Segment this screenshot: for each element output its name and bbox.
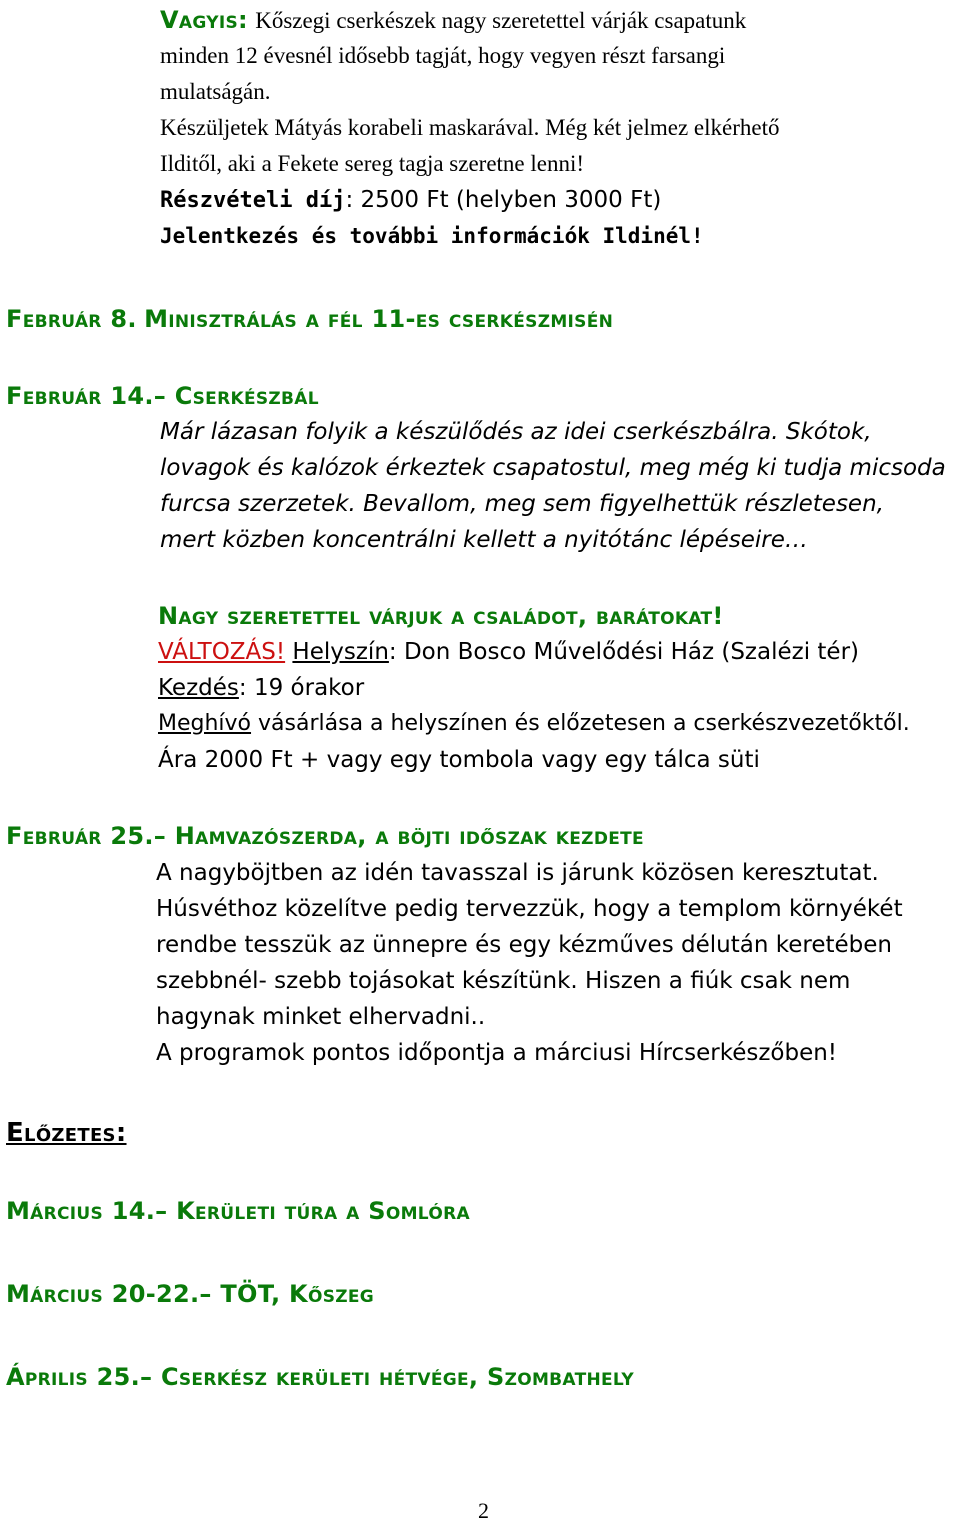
feb8-title: Minisztrálás a fél 11-es cserkészmisén: [144, 305, 614, 333]
feb8-heading: [6, 304, 613, 335]
feb25-heading: [6, 821, 644, 852]
feb25-date: Február 25.: [6, 822, 154, 850]
feb25-text-1: A nagyböjtben az idén tavasszal is járunk közösen keresztutat.: [156, 860, 879, 886]
vagyis-text-4: Készüljetek Mátyás korabeli maskarával. Még két jelmez elkérhető: [160, 115, 780, 140]
feb14-invite: [158, 601, 724, 632]
feb14-text-4: mert közben koncentrálni kellett a nyitótánc lépéseire…: [160, 527, 808, 553]
invite-text: Nagy szeretettel várjuk a családot, barátokat: [158, 602, 713, 630]
vagyis-text-3: mulatságán.: [160, 79, 271, 104]
change-notice: VÁLTOZÁS!: [158, 639, 286, 665]
feb14-p1: Már lázasan folyik a készülődés az idei cserkészbálra.: [160, 419, 779, 445]
feb14-price: Ára 2000 Ft + vagy egy tombola vagy egy tálca süti: [158, 747, 760, 773]
feb25-text-2: Húsvéthoz közelítve pedig tervezzük, hogy a templom környékét: [156, 896, 903, 922]
ticket-value: vásárlása a helyszínen és előzetesen a cserkészvezetőktől.: [251, 711, 910, 736]
feb14-p5: Bevallom, meg sem figyelhettük részletesen,: [363, 491, 884, 517]
feb8-date: Február 8.: [6, 305, 137, 333]
feb25-text-4: szebbnél- szebb tojásokat készítünk. Hiszen a fiúk csak nem: [156, 968, 851, 994]
fee-label: Részvételi díj: [160, 188, 346, 213]
vagyis-text-5: Ilditől, aki a Fekete sereg tagja szeretne lenni!: [160, 151, 585, 176]
feb25-text-6: A programok pontos időpontja a márciusi Hírcserkészőben!: [156, 1040, 838, 1066]
vagyis-text-1: Kőszegi cserkészek nagy szeretettel várják csapatunk: [255, 8, 747, 33]
place-label: Helyszín: [292, 639, 389, 665]
place-value: : Don Bosco Művelődési Ház (Szalézi tér): [388, 639, 860, 665]
feb25-text-3: rendbe tesszük az ünnepre és egy kézműves délután keretében: [156, 932, 892, 958]
preview-event-1: Március 14.– Kerületi túra a Somlóra: [6, 1197, 470, 1225]
preview-event-2: Március 20-22.– TÖT, Kőszeg: [6, 1280, 375, 1308]
preview-event-3: Április 25.– Cserkész kerületi hétvége, Szombathely: [6, 1363, 635, 1391]
feb25-title: – Hamvazószerda, a böjti időszak kezdete: [153, 822, 644, 850]
feb14-ticket: [158, 709, 910, 739]
feb14-p4: furcsa szerzetek.: [160, 491, 356, 517]
start-label: Kezdés: [158, 675, 239, 701]
feb14-text-3: [160, 489, 884, 519]
vagyis-text-2: minden 12 évesnél idősebb tagját, hogy vegyen részt farsangi: [160, 43, 726, 68]
vagyis-line-1: [160, 5, 746, 36]
feb14-p2: Skótok,: [785, 419, 872, 445]
vagyis-label: Vagyis:: [160, 6, 248, 34]
feb14-heading: [6, 381, 319, 412]
feb14-text-1: [160, 417, 872, 447]
invite-mark: !: [712, 602, 724, 630]
fee-value: : 2500 Ft (helyben 3000 Ft): [345, 187, 662, 213]
page-number: 2: [478, 1498, 489, 1523]
feb14-text-2: lovagok és kalózok érkeztek csapatostul, meg még ki tudja micsoda: [160, 455, 946, 481]
ticket-label: Meghívó: [158, 711, 252, 736]
feb14-start: [158, 673, 364, 703]
preview-heading: Előzetes:: [6, 1118, 127, 1148]
feb14-title: – Cserkészbál: [153, 382, 319, 410]
feb25-text-5: hagynak minket elhervadni..: [156, 1004, 486, 1030]
start-value: : 19 órakor: [238, 675, 365, 701]
feb14-place: [158, 637, 859, 667]
vagyis-contact: Jelentkezés és további információk Ildinél!: [160, 224, 704, 248]
feb14-date: Február 14.: [6, 382, 154, 410]
vagyis-fee: [160, 185, 661, 216]
